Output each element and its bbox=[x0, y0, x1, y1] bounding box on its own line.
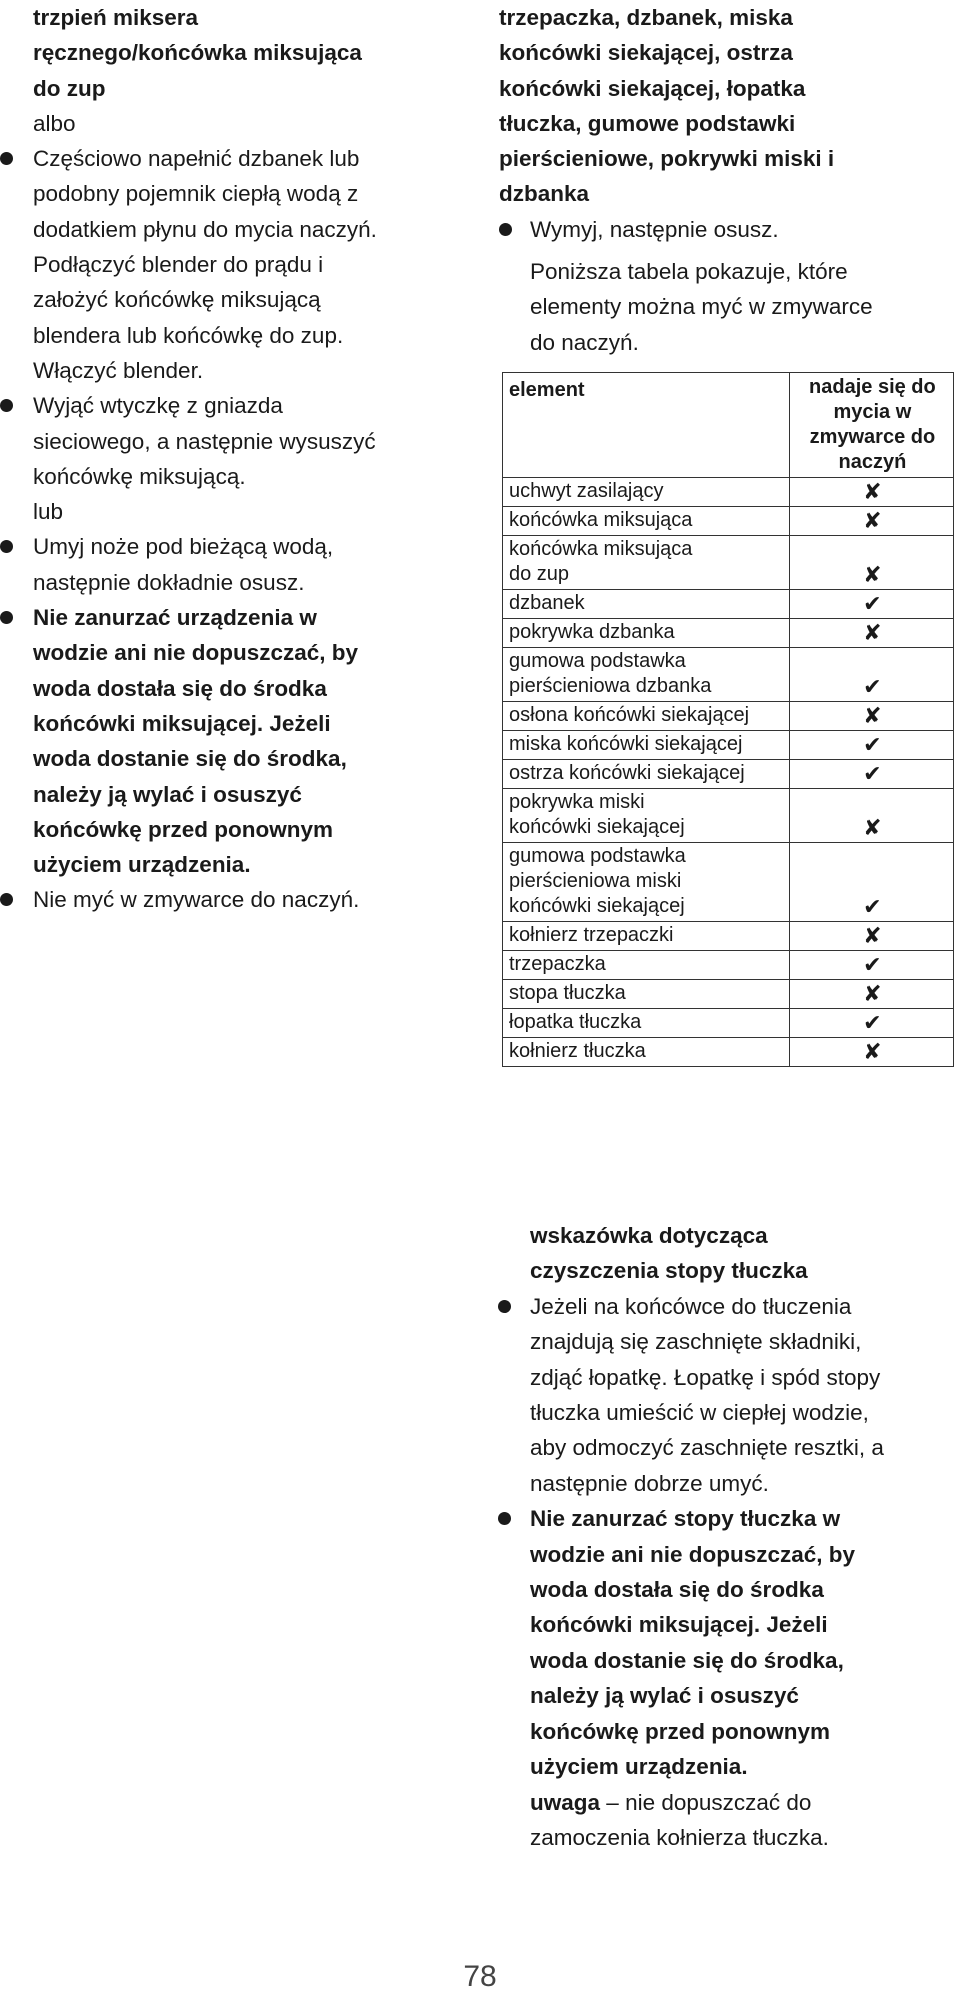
element-name-cell bbox=[503, 619, 790, 648]
cross-icon: ✘ bbox=[789, 1038, 953, 1067]
check-icon: ✔ bbox=[789, 590, 953, 619]
table-row bbox=[503, 478, 954, 507]
element-name-line: osłona końcówki siekającej bbox=[509, 704, 750, 726]
bullet-icon bbox=[498, 1300, 511, 1313]
element-name-line: gumowa podstawka bbox=[509, 845, 686, 867]
heading-line: trzepaczka, dzbanek, miska bbox=[499, 5, 793, 30]
text-line: wodzie ani nie dopuszczać, by bbox=[530, 1541, 856, 1567]
table-row bbox=[503, 731, 954, 760]
element-name-cell bbox=[503, 507, 790, 536]
element-name-line: pierścieniowa miski bbox=[509, 870, 682, 892]
check-icon: ✔ bbox=[789, 1009, 953, 1038]
note-line bbox=[530, 1785, 950, 1820]
bullet-icon bbox=[0, 399, 13, 412]
text-line: końcówkę miksującą. bbox=[33, 463, 246, 489]
element-name-cell bbox=[503, 922, 790, 951]
element-name-line: ostrza końcówki siekającej bbox=[509, 762, 745, 784]
text-line: znajdują się zaschnięte składniki, bbox=[530, 1329, 862, 1355]
check-icon: ✔ bbox=[789, 951, 953, 980]
table-intro bbox=[530, 254, 873, 360]
text-line: elementy można myć w zmywarce bbox=[530, 294, 873, 320]
element-name-cell bbox=[503, 702, 790, 731]
table-row bbox=[503, 619, 954, 648]
table-row bbox=[503, 648, 954, 702]
heading-line: pierścieniowe, pokrywki miski i bbox=[499, 146, 835, 172]
text-line: Jeżeli na końcówce do tłuczenia bbox=[530, 1293, 852, 1319]
tip-block bbox=[530, 1218, 950, 1855]
note-label: uwaga bbox=[530, 1789, 601, 1815]
element-name-line: dzbanek bbox=[509, 592, 585, 614]
cross-icon: ✘ bbox=[789, 619, 953, 648]
bullet-icon bbox=[0, 611, 13, 624]
text-line: należy ją wylać i osuszyć bbox=[530, 1683, 799, 1709]
left-bullet-5 bbox=[33, 882, 441, 917]
text-line: Poniższa tabela pokazuje, które bbox=[530, 259, 848, 284]
text-line: Wyjąć wtyczkę z gniazda bbox=[33, 393, 283, 419]
heading-line: dzbanka bbox=[499, 181, 590, 207]
heading-line: ręcznego/końcówka miksująca bbox=[33, 40, 362, 66]
text-line: Wymyj, następnie osusz. bbox=[530, 217, 779, 242]
cross-icon: ✘ bbox=[789, 702, 953, 731]
element-name-line: kołnierz tłuczka bbox=[509, 1040, 646, 1062]
lub-text: lub bbox=[33, 499, 64, 525]
cross-icon: ✘ bbox=[789, 789, 953, 843]
heading-line: trzpień miksera bbox=[33, 5, 199, 30]
text-line: końcówki miksującej. Jeżeli bbox=[530, 1612, 828, 1638]
left-bullet-1 bbox=[33, 141, 441, 388]
table-row bbox=[503, 980, 954, 1009]
text-line: Nie myć w zmywarce do naczyń. bbox=[33, 887, 360, 913]
header-line: mycia w bbox=[833, 401, 912, 423]
element-name-cell bbox=[503, 731, 790, 760]
bullet-icon bbox=[0, 540, 13, 553]
text-line: tłuczka umieścić w ciepłej wodzie, bbox=[530, 1400, 869, 1426]
text-line: woda dostanie się do środka, bbox=[33, 746, 347, 772]
check-icon: ✔ bbox=[789, 648, 953, 702]
table-row bbox=[503, 1038, 954, 1067]
text-line: użyciem urządzenia. bbox=[33, 852, 251, 878]
table-body bbox=[503, 478, 954, 1067]
element-name-cell bbox=[503, 980, 790, 1009]
heading-line: końcówki siekającej, łopatka bbox=[499, 75, 806, 101]
text-line: Włączyć blender. bbox=[33, 357, 204, 383]
left-bullet-4-warning bbox=[33, 600, 441, 882]
tip-heading bbox=[530, 1218, 950, 1289]
cross-icon: ✘ bbox=[789, 980, 953, 1009]
text-line: następnie dokładnie osusz. bbox=[33, 569, 305, 595]
cross-icon: ✘ bbox=[789, 478, 953, 507]
left-bullet-3 bbox=[33, 529, 441, 600]
text-line: podobny pojemnik ciepłą wodą z bbox=[33, 181, 359, 207]
bullet-icon bbox=[499, 223, 512, 236]
text-line: do naczyń. bbox=[530, 329, 639, 355]
table-row bbox=[503, 843, 954, 922]
element-name-cell bbox=[503, 1009, 790, 1038]
element-name-line: trzepaczka bbox=[509, 953, 606, 975]
tip-bullet-1 bbox=[530, 1289, 950, 1501]
check-icon: ✔ bbox=[789, 843, 953, 922]
text-line: końcówki miksującej. Jeżeli bbox=[33, 710, 331, 736]
text-line: zdjąć łopatkę. Łopatkę i spód stopy bbox=[530, 1364, 881, 1390]
header-line: naczyń bbox=[838, 451, 907, 473]
text-line: wodzie ani nie dopuszczać, by bbox=[33, 640, 359, 666]
table-row bbox=[503, 922, 954, 951]
element-name-cell bbox=[503, 590, 790, 619]
text-line: Nie zanurzać urządzenia w bbox=[33, 605, 317, 631]
element-name-line: końcówki siekającej bbox=[509, 816, 685, 838]
text-line: woda dostanie się do środka, bbox=[530, 1647, 844, 1673]
cross-icon: ✘ bbox=[789, 536, 953, 590]
table-row bbox=[503, 507, 954, 536]
text-line: końcówkę przed ponownym bbox=[33, 816, 334, 842]
text-line: blendera lub końcówkę do zup. bbox=[33, 322, 344, 348]
table-row bbox=[503, 590, 954, 619]
text-line: woda dostała się do środka bbox=[530, 1577, 824, 1603]
element-name-line: gumowa podstawka bbox=[509, 650, 686, 672]
heading-line: czyszczenia stopy tłuczka bbox=[530, 1258, 808, 1284]
note-text: nie dopuszczać do bbox=[625, 1789, 812, 1815]
element-name-line: pokrywka miski bbox=[509, 791, 645, 813]
table-row bbox=[503, 789, 954, 843]
heading-line: wskazówka dotycząca bbox=[530, 1223, 768, 1248]
text-line: założyć końcówkę miksującą bbox=[33, 287, 321, 313]
text-line: Umyj noże pod bieżącą wodą, bbox=[33, 534, 334, 560]
table-row bbox=[503, 1009, 954, 1038]
note-text: zamoczenia kołnierza tłuczka. bbox=[530, 1824, 829, 1850]
right-heading bbox=[499, 0, 834, 212]
text-line: Podłączyć blender do prądu i bbox=[33, 252, 324, 278]
check-icon: ✔ bbox=[789, 760, 953, 789]
text-line: użyciem urządzenia. bbox=[530, 1754, 748, 1780]
heading-line: końcówki siekającej, ostrza bbox=[499, 40, 793, 66]
element-name-line: końcówki siekającej bbox=[509, 895, 685, 917]
text-line: Częściowo napełnić dzbanek lub bbox=[33, 146, 360, 172]
left-bullet-2 bbox=[33, 388, 441, 494]
text-line: końcówkę przed ponownym bbox=[530, 1718, 831, 1744]
table-header-row bbox=[503, 373, 954, 478]
element-name-line: miska końcówki siekającej bbox=[509, 733, 743, 755]
element-name-line: do zup bbox=[509, 563, 570, 585]
bullet-icon bbox=[0, 893, 13, 906]
text-line: należy ją wylać i osuszyć bbox=[33, 781, 302, 807]
element-name-cell bbox=[503, 648, 790, 702]
element-name-cell bbox=[503, 536, 790, 590]
tip-bullet-2-warning bbox=[530, 1501, 950, 1784]
element-name-line: końcówka miksująca bbox=[509, 509, 693, 531]
element-name-line: pierścieniowa dzbanka bbox=[509, 675, 712, 697]
table-row bbox=[503, 702, 954, 731]
right-bullet-1 bbox=[530, 212, 779, 247]
table-row bbox=[503, 536, 954, 590]
element-name-cell bbox=[503, 843, 790, 922]
text-line: Nie zanurzać stopy tłuczka w bbox=[530, 1506, 841, 1532]
dishwasher-table bbox=[502, 372, 954, 1067]
bullet-icon bbox=[498, 1512, 511, 1525]
text-line: sieciowego, a następnie wysuszyć bbox=[33, 428, 376, 454]
left-column bbox=[33, 0, 441, 918]
note-dash: – bbox=[600, 1789, 626, 1815]
left-heading bbox=[33, 0, 441, 106]
albo-text: albo bbox=[33, 110, 76, 136]
element-name-line: końcówka miksująca bbox=[509, 538, 693, 560]
heading-line: do zup bbox=[33, 75, 106, 101]
page-number: 78 bbox=[463, 1960, 497, 1993]
header-line: nadaje się do bbox=[809, 376, 936, 398]
check-icon: ✔ bbox=[789, 731, 953, 760]
cross-icon: ✘ bbox=[789, 507, 953, 536]
element-name-line: kołnierz trzepaczki bbox=[509, 924, 674, 946]
col-element-header: element bbox=[503, 373, 790, 478]
element-name-line: pokrywka dzbanka bbox=[509, 621, 675, 643]
element-name-line: uchwyt zasilający bbox=[509, 480, 664, 502]
text-line: dodatkiem płynu do mycia naczyń. bbox=[33, 216, 377, 242]
text-line: woda dostała się do środka bbox=[33, 675, 327, 701]
cross-icon: ✘ bbox=[789, 922, 953, 951]
element-name-line: łopatka tłuczka bbox=[509, 1011, 642, 1033]
element-name-cell bbox=[503, 951, 790, 980]
bullet-icon bbox=[0, 152, 13, 165]
element-name-cell bbox=[503, 1038, 790, 1067]
heading-line: tłuczka, gumowe podstawki bbox=[499, 110, 796, 136]
element-name-cell bbox=[503, 478, 790, 507]
text-line: aby odmoczyć zaschnięte resztki, a bbox=[530, 1435, 884, 1461]
table-row bbox=[503, 951, 954, 980]
col-dishwasher-header bbox=[789, 373, 953, 478]
element-name-line: stopa tłuczka bbox=[509, 982, 626, 1004]
element-name-cell bbox=[503, 789, 790, 843]
text-line: następnie dobrze umyć. bbox=[530, 1470, 769, 1496]
table-row bbox=[503, 760, 954, 789]
header-line: zmywarce do bbox=[809, 426, 936, 448]
element-name-cell bbox=[503, 760, 790, 789]
